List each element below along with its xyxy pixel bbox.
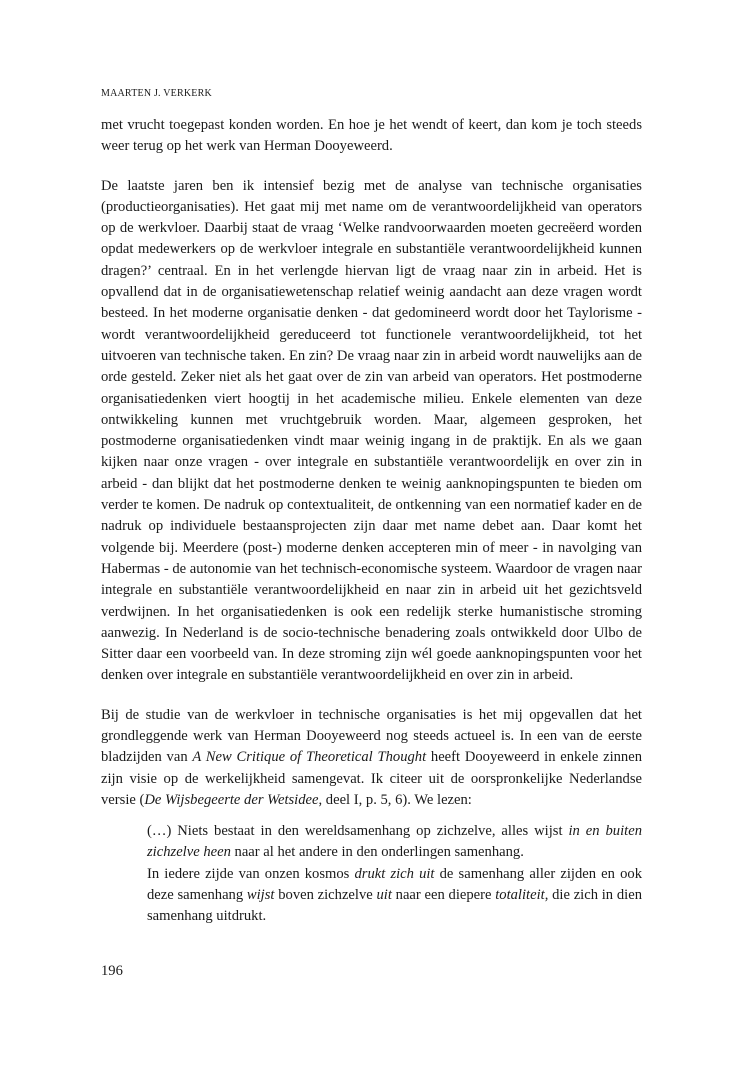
quote-2-text-a: In iedere zijde van onzen kosmos [147,865,355,882]
paragraph-3-text-c: , deel I, p. 5, 6). We lezen: [318,791,472,808]
quote-1-emphasis: in en buiten zichzelve heen [147,823,642,861]
source-title: De Wijsbegeerte der Wetsidee [144,791,319,808]
quote-1-text-b: naar al het andere in den onderlingen samenhang. [230,844,524,861]
quote-2-emphasis-2: wijst [246,886,275,903]
quote-line-1 [147,821,642,864]
body-text [101,115,642,829]
paragraph-3-text-a: Bij de studie van de werkvloer in technische organisaties is het mij opgevallen dat het grondleggende werk van Herman Dooyeweerd nog steeds actueel is. In een van de eerste bladzijden van [101,706,642,766]
block-quote [147,821,642,927]
paragraph-2: De laatste jaren ben ik intensief bezig met de analyse van technische organisaties (productieorganisaties). Het gaat mij met name om de verantwoordelijkheid van operators op de werkvloer. Daarbij staat de vraag ‘Welke randvoorwaarden moeten gecreëerd worden opdat medewerkers op de werkvloer integrale en substantiële verantwoordelijkheid kunnen dragen?’ centraal. En in het verlengde hiervan ligt de vraag naar zin in arbeid. Het is opvallend dat in de organisatiewetenschap relatief weinig aandacht aan deze vragen wordt besteed. In het moderne organisatie denken - dat gedomineerd wordt door het Taylorisme - wordt verantwoordelijkheid gereduceerd tot functionele verantwoordelijkheid, tot het uitvoeren van technische taken. En zin? De vraag naar zin in arbeid wordt nauwelijks aan de orde gesteld. Zeker niet als het gaat over de zin van arbeid van operators. Het postmoderne organisatiedenken viert hoogtij in het academische milieu. Enkele elementen van deze ontwikkeling kunnen met vruchtgebruik worden. Maar, algemeen gesproken, het postmoderne organisatiedenken vindt maar weinig ingang in de praktijk. En als we gaan kijken naar onze vragen - over integrale en substantiële verantwoordelijk en over zin in arbeid - dan blijkt dat het postmoderne denken te weinig aanknopingspunten te bieden om verder te komen. De nadruk op contextualiteit, de ontkenning van een normatief kader en de nadruk op individuele bestaansprojecten zijn daar met name debet aan. Daar komt het volgende bij. Meerdere (post-) moderne denken accepteren min of meer - in navolging van Habermas - de autonomie van het technisch-economische systeem. Waardoor de vragen naar integrale en substantiële verantwoordelijkheid en naar zin in arbeid uit het gezichtsveld verdwijnen. In het organisatiedenken is ook een redelijk sterke humanistische stroming aanwezig. In Nederland is de socio-technische benadering zoals ontwikkeld door Ulbo de Sitter daar een voorbeeld van. In deze stroming zijn wél goede aanknopingspunten voor het denken over integrale en substantiële verantwoordelijkheid en over zin in arbeid. [101,177,642,684]
page-number: 196 [101,963,123,979]
quote-line-2 [147,864,642,928]
book-title: A New Critique of Theoretical Thought [192,749,427,766]
running-head: MAARTEN J. VERKERK [101,88,212,99]
quote-2-emphasis-3: uit [376,886,392,903]
quote-2-text-c: boven zichzelve [274,886,377,903]
paragraph-3-text-b: heeft Dooyeweerd in enkele zinnen zijn visie op de werkelijkheid samengevat. Ik citeer uit de oorspronkelijke Nederlandse versie ( [101,749,642,808]
quote-2-text-d: naar een diepere [391,886,496,903]
quote-1-text-a: (…) Niets bestaat in den wereldsamenhang op zichzelve, alles wijst [147,823,569,839]
quote-2-text-e: , die zich in dien samenhang uitdrukt. [147,886,642,925]
quote-2-emphasis-1: drukt zich uit [354,865,435,882]
paragraph-1: met vrucht toegepast konden worden. En hoe je het wendt of keert, dan kom je toch steeds weer terug op het werk van Herman Dooyeweerd. [101,117,642,155]
paragraph-3 [101,705,642,811]
quote-2-emphasis-4: totaliteit [495,886,545,903]
quote-2-text-b: de samenhang aller zijden en ook deze samenhang [147,865,642,903]
